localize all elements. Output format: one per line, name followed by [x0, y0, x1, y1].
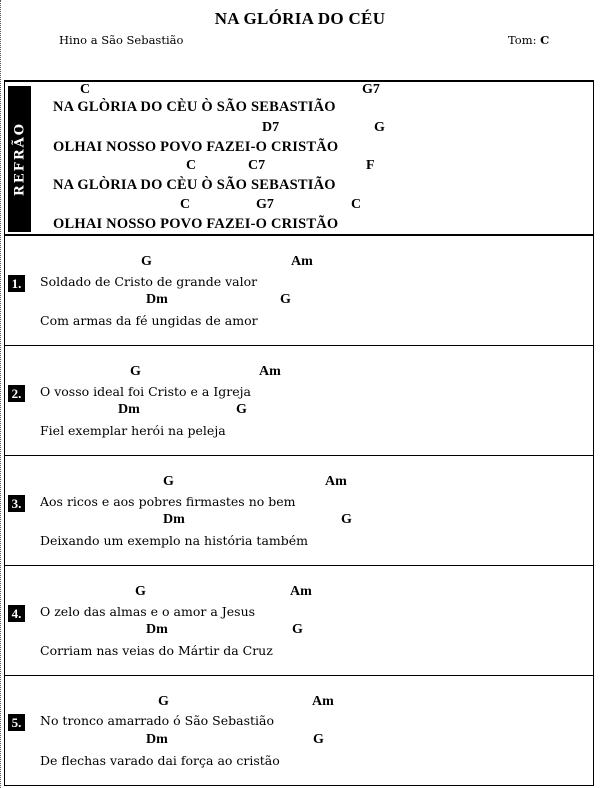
- verse-line: Aos ricos e aos pobres firmastes no bem: [40, 494, 296, 509]
- refrain-tag: [8, 86, 31, 232]
- refrain-chord: G7: [256, 197, 274, 212]
- refrain-tag-label: REFRÃO: [12, 121, 27, 197]
- verse-line: Com armas da fé ungidas de amor: [40, 313, 258, 328]
- verse-chord: Am: [291, 254, 313, 269]
- refrain-chord: G7: [362, 82, 380, 97]
- key-value: C: [540, 33, 550, 47]
- verse-chord: G: [280, 292, 291, 307]
- verse-chord: Dm: [163, 512, 185, 527]
- verse-number: 1.: [8, 275, 25, 292]
- verse-line: No tronco amarrado ó São Sebastião: [40, 713, 275, 728]
- verse-chord: G: [292, 622, 303, 637]
- refrain-chord: C: [351, 197, 362, 212]
- verse-box: [4, 455, 594, 566]
- refrain-chord: C: [180, 197, 191, 212]
- key-indicator: [508, 33, 549, 47]
- refrain-chord: F: [366, 158, 375, 173]
- verse-chord: Dm: [146, 732, 168, 747]
- verse-line: De flechas varado dai força ao cristão: [40, 753, 280, 768]
- refrain-chord: G: [374, 120, 385, 135]
- verse-box: [4, 235, 594, 346]
- verse-line: Deixando um exemplo na história também: [40, 533, 309, 548]
- verse-number: 2.: [8, 385, 25, 402]
- refrain-chord: C: [80, 82, 91, 97]
- verse-number: 3.: [8, 495, 25, 512]
- refrain-line: NA GLÒRIA DO CÈU Ò SÃO SEBASTIÃO: [53, 99, 336, 115]
- key-label: Tom:: [508, 33, 537, 47]
- verse-line: O vosso ideal foi Cristo e a Igreja: [40, 384, 251, 399]
- verse-box: [4, 345, 594, 456]
- verse-number: 4.: [8, 605, 25, 622]
- verse-chord: G: [141, 254, 152, 269]
- page-title: NA GLÓRIA DO CÉU: [214, 9, 386, 28]
- verse-number: 5.: [8, 714, 25, 731]
- verse-line: Corriam nas veias do Mártir da Cruz: [40, 643, 273, 658]
- verse-chord: G: [163, 474, 174, 489]
- left-margin-rule: [0, 0, 1, 788]
- verse-line: Fiel exemplar herói na peleja: [40, 423, 226, 438]
- verse-line: O zelo das almas e o amor a Jesus: [40, 604, 256, 619]
- verse-box: [4, 565, 594, 676]
- refrain-chord: D7: [262, 120, 280, 135]
- refrain-chord: C: [186, 158, 197, 173]
- refrain-chord: C7: [248, 158, 266, 173]
- verse-chord: G: [158, 694, 169, 709]
- verse-box: [4, 675, 594, 786]
- verse-chord: Dm: [146, 622, 168, 637]
- verse-chord: Am: [290, 584, 312, 599]
- refrain-line: OLHAI NOSSO POVO FAZEI-O CRISTÃO: [53, 216, 339, 232]
- verse-chord: Dm: [118, 402, 140, 417]
- verse-chord: Am: [312, 694, 334, 709]
- page-subtitle: Hino a São Sebastião: [59, 33, 184, 47]
- verse-chord: Dm: [146, 292, 168, 307]
- verse-chord: G: [135, 584, 146, 599]
- verse-line: Soldado de Cristo de grande valor: [40, 274, 258, 289]
- refrain-line: OLHAI NOSSO POVO FAZEI-O CRISTÃO: [53, 139, 339, 155]
- refrain-line: NA GLÒRIA DO CÈU Ò SÃO SEBASTIÃO: [53, 177, 336, 193]
- verse-chord: G: [341, 512, 352, 527]
- verse-chord: G: [313, 732, 324, 747]
- verse-chord: Am: [259, 364, 281, 379]
- verse-chord: Am: [325, 474, 347, 489]
- verse-chord: G: [130, 364, 141, 379]
- verse-chord: G: [236, 402, 247, 417]
